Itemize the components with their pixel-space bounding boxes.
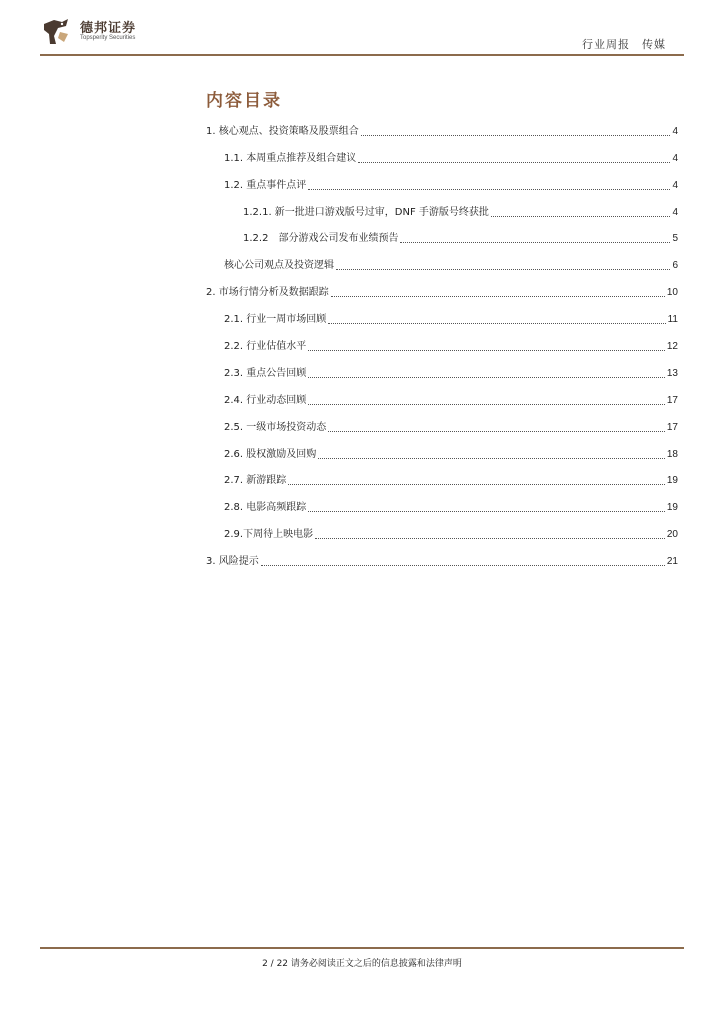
company-logo <box>40 16 160 52</box>
toc-entry-1-1[interactable] <box>224 152 678 166</box>
toc-entry-core-companies[interactable] <box>224 259 678 273</box>
toc-leader-dots <box>308 376 665 378</box>
toc-entry-1[interactable] <box>206 125 678 139</box>
toc-entry-page: 21 <box>666 556 678 567</box>
toc-leader-dots <box>491 215 671 217</box>
toc-entry-2-8[interactable] <box>224 501 678 515</box>
report-category: 行业周报 <box>582 38 630 51</box>
toc-entry-page: 4 <box>672 126 678 137</box>
toc-entry-1-2-2[interactable] <box>243 232 678 246</box>
toc-leader-dots <box>261 564 665 566</box>
toc-entry-2-5[interactable] <box>224 421 678 435</box>
toc-entry-page: 6 <box>672 260 678 271</box>
toc-entry-label: 2.1. 行业一周市场回顾 <box>224 314 327 325</box>
toc-entry-label: 1.2.2 部分游戏公司发布业绩预告 <box>243 233 399 244</box>
toc-entry-2-4[interactable] <box>224 394 678 408</box>
toc-entry-label: 2. 市场行情分析及数据跟踪 <box>206 287 329 298</box>
toc-leader-dots <box>336 268 670 270</box>
toc-leader-dots <box>308 188 670 190</box>
toc-entry-page: 4 <box>672 153 678 164</box>
report-sector: 传媒 <box>642 38 666 51</box>
toc-entry-2-7[interactable] <box>224 474 678 488</box>
footer-divider <box>40 947 684 949</box>
toc-entry-label: 2.5. 一级市场投资动态 <box>224 422 327 433</box>
toc-leader-dots <box>308 403 665 405</box>
toc-leader-dots <box>331 295 665 297</box>
toc-leader-dots <box>288 483 665 485</box>
toc-entry-2-2[interactable] <box>224 340 678 354</box>
toc-entry-label: 1.1. 本周重点推荐及组合建议 <box>224 153 357 164</box>
toc-leader-dots <box>308 510 665 512</box>
toc-entry-label: 1.2. 重点事件点评 <box>224 180 307 191</box>
toc-entry-2-6[interactable] <box>224 448 678 462</box>
company-logo-icon <box>40 16 72 48</box>
toc-entry-page: 19 <box>666 502 678 513</box>
toc-entry-label: 2.6. 股权激励及回购 <box>224 449 317 460</box>
toc-entry-3[interactable] <box>206 555 678 569</box>
toc-leader-dots <box>358 161 670 163</box>
toc-entry-label: 2.9.下周待上映电影 <box>224 529 314 540</box>
toc-entry-page: 19 <box>666 475 678 486</box>
logo-text-cn: 德邦证券 <box>80 21 137 36</box>
toc-entry-label: 1.2.1. 新一批进口游戏版号过审，DNF 手游版号终获批 <box>243 207 489 218</box>
header-divider <box>40 54 684 56</box>
toc-entry-page: 13 <box>666 368 678 379</box>
toc-entry-label: 2.4. 行业动态回顾 <box>224 395 307 406</box>
toc-entry-1-2-1[interactable] <box>243 206 678 220</box>
toc-entry-1-2[interactable] <box>224 179 678 193</box>
logo-text-en: Topsperity Securities <box>80 35 136 41</box>
toc-entry-page: 10 <box>666 287 678 298</box>
toc-leader-dots <box>318 457 665 459</box>
toc-entry-page: 4 <box>672 207 678 218</box>
toc-leader-dots <box>328 430 665 432</box>
toc-entry-label: 核心公司观点及投资逻辑 <box>224 260 334 271</box>
toc-entry-page: 4 <box>672 180 678 191</box>
toc-entry-page: 11 <box>667 314 678 325</box>
page-footer: 2 / 22 请务必阅读正文之后的信息披露和法律声明 <box>262 959 462 969</box>
toc-entry-label: 3. 风险提示 <box>206 556 259 567</box>
toc-leader-dots <box>400 241 670 243</box>
toc-entry-2-3[interactable] <box>224 367 678 381</box>
toc-entry-2-9[interactable] <box>224 528 678 542</box>
toc-entry-page: 17 <box>666 395 678 406</box>
toc-entry-page: 20 <box>666 529 678 540</box>
report-type-header <box>582 36 666 52</box>
toc-entry-page: 18 <box>666 449 678 460</box>
toc-entry-2[interactable] <box>206 286 678 300</box>
toc-entry-label: 2.2. 行业估值水平 <box>224 341 307 352</box>
toc-entry-page: 5 <box>672 233 678 244</box>
toc-leader-dots <box>361 134 671 136</box>
toc-leader-dots <box>328 322 665 324</box>
toc-entry-page: 12 <box>666 341 678 352</box>
toc-entry-label: 2.3. 重点公告回顾 <box>224 368 307 379</box>
toc-entry-label: 2.8. 电影高频跟踪 <box>224 502 307 513</box>
toc-entry-2-1[interactable] <box>224 313 678 327</box>
toc-leader-dots <box>308 349 665 351</box>
toc-leader-dots <box>315 537 665 539</box>
toc-title: 内容目录 <box>206 91 282 111</box>
toc-entry-label: 2.7. 新游跟踪 <box>224 475 287 486</box>
toc-entry-label: 1. 核心观点、投资策略及股票组合 <box>206 126 359 137</box>
toc-entry-page: 17 <box>666 422 678 433</box>
